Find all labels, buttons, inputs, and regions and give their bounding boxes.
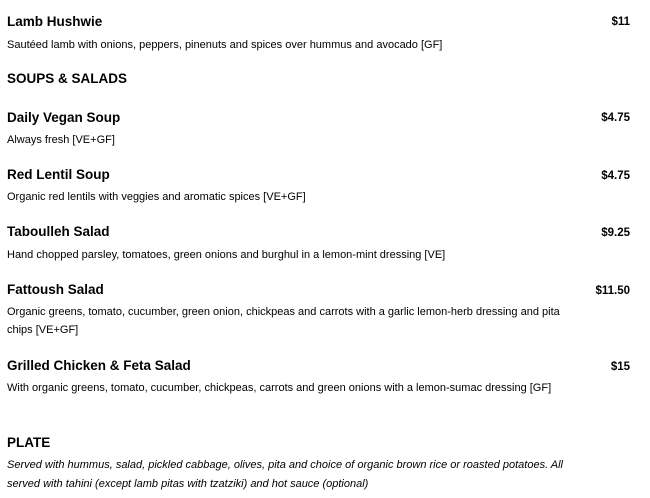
menu-item-name: Grilled Chicken & Feta Salad: [7, 358, 191, 373]
menu-item-name: Lamb Hushwie: [7, 14, 103, 29]
menu-item-description: Organic red lentils with veggies and aromatic spices [VE+GF]: [7, 191, 306, 203]
menu-item-price: $4.75: [601, 112, 630, 124]
menu-item-name: Red Lentil Soup: [7, 167, 110, 182]
menu-item-description: Sautéed lamb with onions, peppers, pinenuts and spices over hummus and avocado [GF]: [7, 39, 443, 51]
menu-item-price: $11.50: [595, 285, 630, 297]
menu-item-price: $11: [611, 16, 630, 28]
menu-item-description: Always fresh [VE+GF]: [7, 134, 115, 146]
section-heading-soups-salads: SOUPS & SALADS: [7, 71, 128, 86]
menu-item-name: Taboulleh Salad: [7, 224, 110, 239]
menu-item-description: With organic greens, tomato, cucumber, chickpeas, carrots and green onions with a lemon-sumac dressing [GF]: [7, 382, 552, 394]
menu-item-price: $4.75: [601, 170, 630, 182]
menu-item-price: $15: [610, 361, 630, 373]
section-note-plate: Served with hummus, salad, pickled cabbage, olives, pita and choice of organic brown rice or roasted potatoes. All served with tahini (except lamb pitas with tzatziki) and hot sauce (optional): [7, 459, 564, 490]
menu-item-name: Daily Vegan Soup: [7, 110, 121, 125]
menu-item-price: $9.25: [601, 227, 630, 239]
menu-item-description: Organic greens, tomato, cucumber, green onion, chickpeas and carrots with a garlic lemon-herb dressing and pita chips [VE+GF]: [7, 306, 560, 336]
menu-item-name: Fattoush Salad: [7, 282, 104, 297]
section-heading-plate: PLATE: [7, 435, 51, 450]
menu-item-description: Hand chopped parsley, tomatoes, green onions and burghul in a lemon-mint dressing [VE]: [7, 249, 446, 261]
